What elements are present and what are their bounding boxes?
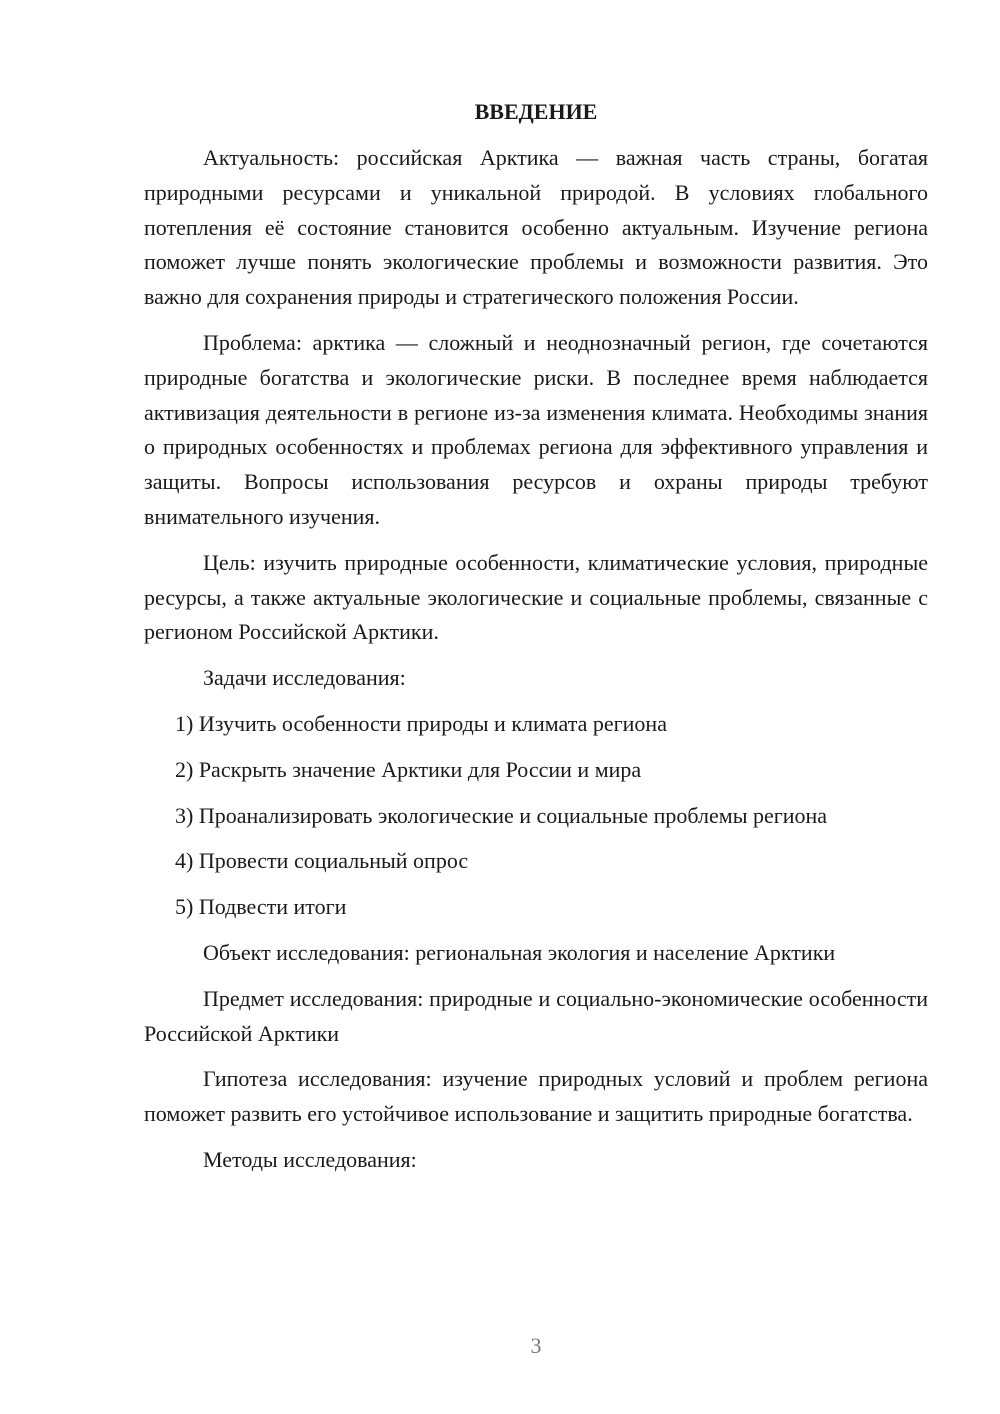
relevance-paragraph: Актуальность: российская Арктика — важная часть страны, богатая природными ресурсами и уникальной природой. В условиях глобального потепления её состояние становится особенно актуальным. Изучение региона поможет лучше понять экологические проблемы и возможности развития. Это важно для сохранения природы и стратегического положения России. bbox=[144, 145, 928, 310]
list-item: 4) Провести социальный опрос bbox=[175, 848, 469, 874]
goal-paragraph: Цель: изучить природные особенности, климатические условия, природные ресурсы, а также актуальные экологические и социальные проблемы, связанные с регионом Российской Арктики. bbox=[144, 549, 928, 645]
subject-paragraph: Предмет исследования: природные и социально-экономические особенности Российской Арктики bbox=[144, 985, 928, 1046]
object-paragraph: Объект исследования: региональная экология и население Арктики bbox=[203, 939, 836, 965]
section-title: ВВЕДЕНИЕ bbox=[474, 99, 598, 124]
hypothesis-paragraph: Гипотеза исследования: изучение природных условий и проблем региона поможет развить его устойчивое использование и защитить природные богатства. bbox=[144, 1066, 928, 1127]
problem-paragraph: Проблема: арктика — сложный и неоднозначный регион, где сочетаются природные богатства и экологические риски. В последнее время наблюдается активизация деятельности в регионе из-за изменения климата. Необходимы знания о природных особенностях и проблемах региона для эффективного управления и защиты. Вопросы использования ресурсов и охраны природы требуют внимательного изучения. bbox=[144, 329, 928, 529]
list-item: 5) Подвести итоги bbox=[175, 894, 347, 920]
tasks-heading: Задачи исследования: bbox=[203, 665, 406, 691]
tasks-list bbox=[144, 707, 928, 925]
document-body bbox=[144, 95, 928, 1189]
methods-heading: Методы исследования: bbox=[203, 1146, 417, 1172]
list-item: 2) Раскрыть значение Арктики для России и мира bbox=[175, 756, 642, 782]
list-item: 1) Изучить особенности природы и климата региона bbox=[175, 710, 667, 736]
list-item: 3) Проанализировать экологические и социальные проблемы региона bbox=[175, 802, 828, 828]
page-number: 3 bbox=[530, 1333, 542, 1358]
